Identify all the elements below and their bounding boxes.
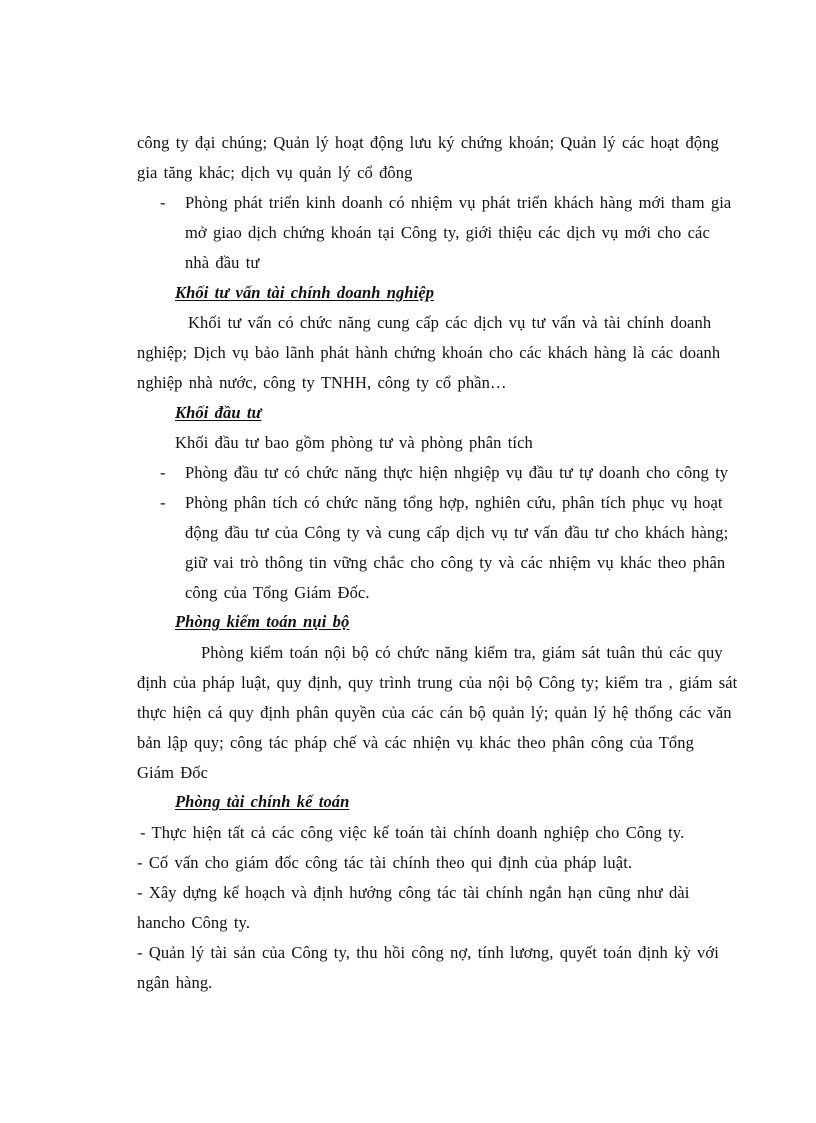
intro-line-2: gia tăng khác; dịch vụ quản lý cổ đông	[137, 163, 413, 182]
audit-heading: Phòng kiểm toán nụi bộ	[175, 612, 350, 631]
bullet-dash: -	[160, 493, 166, 512]
investment-item-2-line-3: giữ vai trò thông tin vững chắc cho công ty và các nhiệm vụ khác theo phân	[185, 553, 726, 572]
business-dev-line-1: Phòng phát triển kinh doanh có nhiệm vụ phát triển khách hàng mới tham gia	[185, 193, 732, 212]
intro-line-1: công ty đại chúng; Quản lý hoạt động lưu ký chứng khoán; Quản lý các hoạt động	[137, 133, 719, 152]
investment-item-2-line-4: công của Tổng Giám Đốc.	[185, 583, 370, 602]
investment-intro: Khối đầu tư bao gồm phòng tư và phòng phân tích	[175, 433, 533, 452]
bullet-dash: -	[160, 463, 166, 482]
business-dev-line-2: mở giao dịch chứng khoán tại Công ty, giới thiệu các dịch vụ mới cho các	[185, 223, 710, 242]
business-dev-line-3: nhà đầu tư	[185, 253, 260, 272]
advisory-line-3: nghiệp nhà nước, công ty TNHH, công ty cổ phần…	[137, 373, 507, 392]
investment-heading: Khối đầu tư	[175, 403, 262, 422]
advisory-heading: Khối tư vấn tài chính doanh nghiệp	[175, 283, 435, 302]
accounting-heading: Phòng tài chính kế toán	[175, 792, 350, 811]
accounting-item-3: - Xây dựng kế hoạch và định hướng công tác tài chính ngắn hạn cũng như dài	[137, 883, 690, 902]
investment-item-2-line-1: Phòng phân tích có chức năng tổng hợp, nghiên cứu, phân tích phục vụ hoạt	[185, 493, 723, 512]
audit-line-3: thực hiện cá quy định phân quyền của các cán bộ quản lý; quản lý hệ thống các văn	[137, 703, 732, 722]
accounting-item-3-cont: hancho Công ty.	[137, 913, 251, 932]
accounting-item-4-cont: ngân hàng.	[137, 973, 213, 992]
accounting-item-2: - Cố vấn cho giám đốc công tác tài chính theo qui định của pháp luật.	[137, 853, 633, 872]
investment-item-2-line-2: động đầu tư của Công ty và cung cấp dịch vụ tư vấn đầu tư cho khách hàng;	[185, 523, 729, 542]
accounting-item-1: - Thực hiện tất cả các công việc kế toán tài chính doanh nghiệp cho Công ty.	[140, 823, 685, 842]
accounting-item-4: - Quản lý tài sản của Công ty, thu hồi công nợ, tính lương, quyết toán định kỳ với	[137, 943, 719, 962]
bullet-dash: -	[160, 193, 166, 212]
advisory-line-1: Khối tư vấn có chức năng cung cấp các dịch vụ tư vấn và tài chính doanh	[188, 313, 712, 332]
audit-line-2: định của pháp luật, quy định, quy trình trung của nội bộ Công ty; kiểm tra , giám sát	[137, 673, 738, 692]
audit-line-1: Phòng kiểm toán nội bộ có chức năng kiểm tra, giám sát tuân thủ các quy	[201, 643, 723, 662]
audit-line-5: Giám Đốc	[137, 763, 209, 782]
investment-item-1: Phòng đầu tư có chức năng thực hiện nhgiệp vụ đầu tư tự doanh cho công ty	[185, 463, 729, 482]
advisory-line-2: nghiệp; Dịch vụ bảo lãnh phát hành chứng khoán cho các khách hàng là các doanh	[137, 343, 721, 362]
audit-line-4: bản lập quy; công tác pháp chế và các nhiện vụ khác theo phân công của Tổng	[137, 733, 694, 752]
